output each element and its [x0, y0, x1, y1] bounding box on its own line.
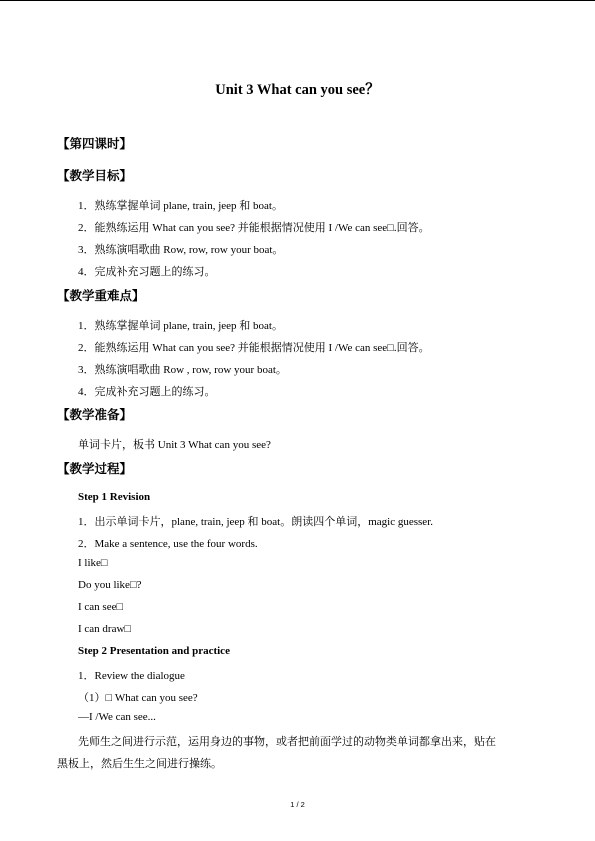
- step2-line-1: 1．Review the dialogue: [78, 670, 185, 682]
- step1-line-3: I like□: [78, 557, 108, 569]
- step1-title: Step 1 Revision: [78, 491, 151, 503]
- preparation-text: 单词卡片，板书 Unit 3 What can you see?: [78, 439, 271, 451]
- heading-period: 【第四课时】: [57, 136, 133, 151]
- heading-preparation: 【教学准备】: [57, 407, 133, 422]
- step1-line-6: I can draw□: [78, 623, 132, 635]
- step2-line-3: —I /We can see...: [78, 711, 156, 723]
- heading-key-points: 【教学重难点】: [57, 288, 145, 303]
- step2-title: Step 2 Presentation and practice: [78, 645, 230, 657]
- page-number: 1 / 2: [290, 800, 305, 809]
- step1-line-4: Do you like□?: [78, 579, 142, 591]
- step2-paragraph-line-1: 先师生之间进行示范，运用身边的事物，或者把前面学过的动物类单词都拿出来，贴在: [78, 736, 496, 748]
- objective-item-4: 4．完成补充习题上的练习。: [78, 266, 216, 278]
- step1-line-5: I can see□: [78, 601, 124, 613]
- key-point-item-1: 1．熟练掌握单词 plane, train, jeep 和 boat。: [78, 320, 283, 332]
- heading-process: 【教学过程】: [57, 461, 133, 476]
- heading-objectives: 【教学目标】: [57, 168, 133, 183]
- step1-line-1: 1．出示单词卡片，plane, train, jeep 和 boat。朗读四个单词，magic guesser.: [78, 516, 433, 528]
- key-point-item-2: 2．能熟练运用 What can you see? 并能根据情况使用 I /We can see□.回答。: [78, 342, 430, 354]
- objective-item-2: 2．能熟练运用 What can you see? 并能根据情况使用 I /We can see□.回答。: [78, 222, 430, 234]
- document-title: Unit 3 What can you see？: [215, 82, 380, 98]
- objective-item-1: 1．熟练掌握单词 plane, train, jeep 和 boat。: [78, 200, 283, 212]
- step2-paragraph-line-2: 黑板上，然后生生之间进行操练。: [57, 758, 222, 770]
- objective-item-3: 3．熟练演唱歌曲 Row, row, row your boat。: [78, 244, 284, 256]
- step2-line-2: （1）□ What can you see?: [78, 692, 198, 704]
- key-point-item-4: 4．完成补充习题上的练习。: [78, 386, 216, 398]
- step1-line-2: 2．Make a sentence, use the four words.: [78, 538, 258, 550]
- key-point-item-3: 3．熟练演唱歌曲 Row , row, row your boat。: [78, 364, 287, 376]
